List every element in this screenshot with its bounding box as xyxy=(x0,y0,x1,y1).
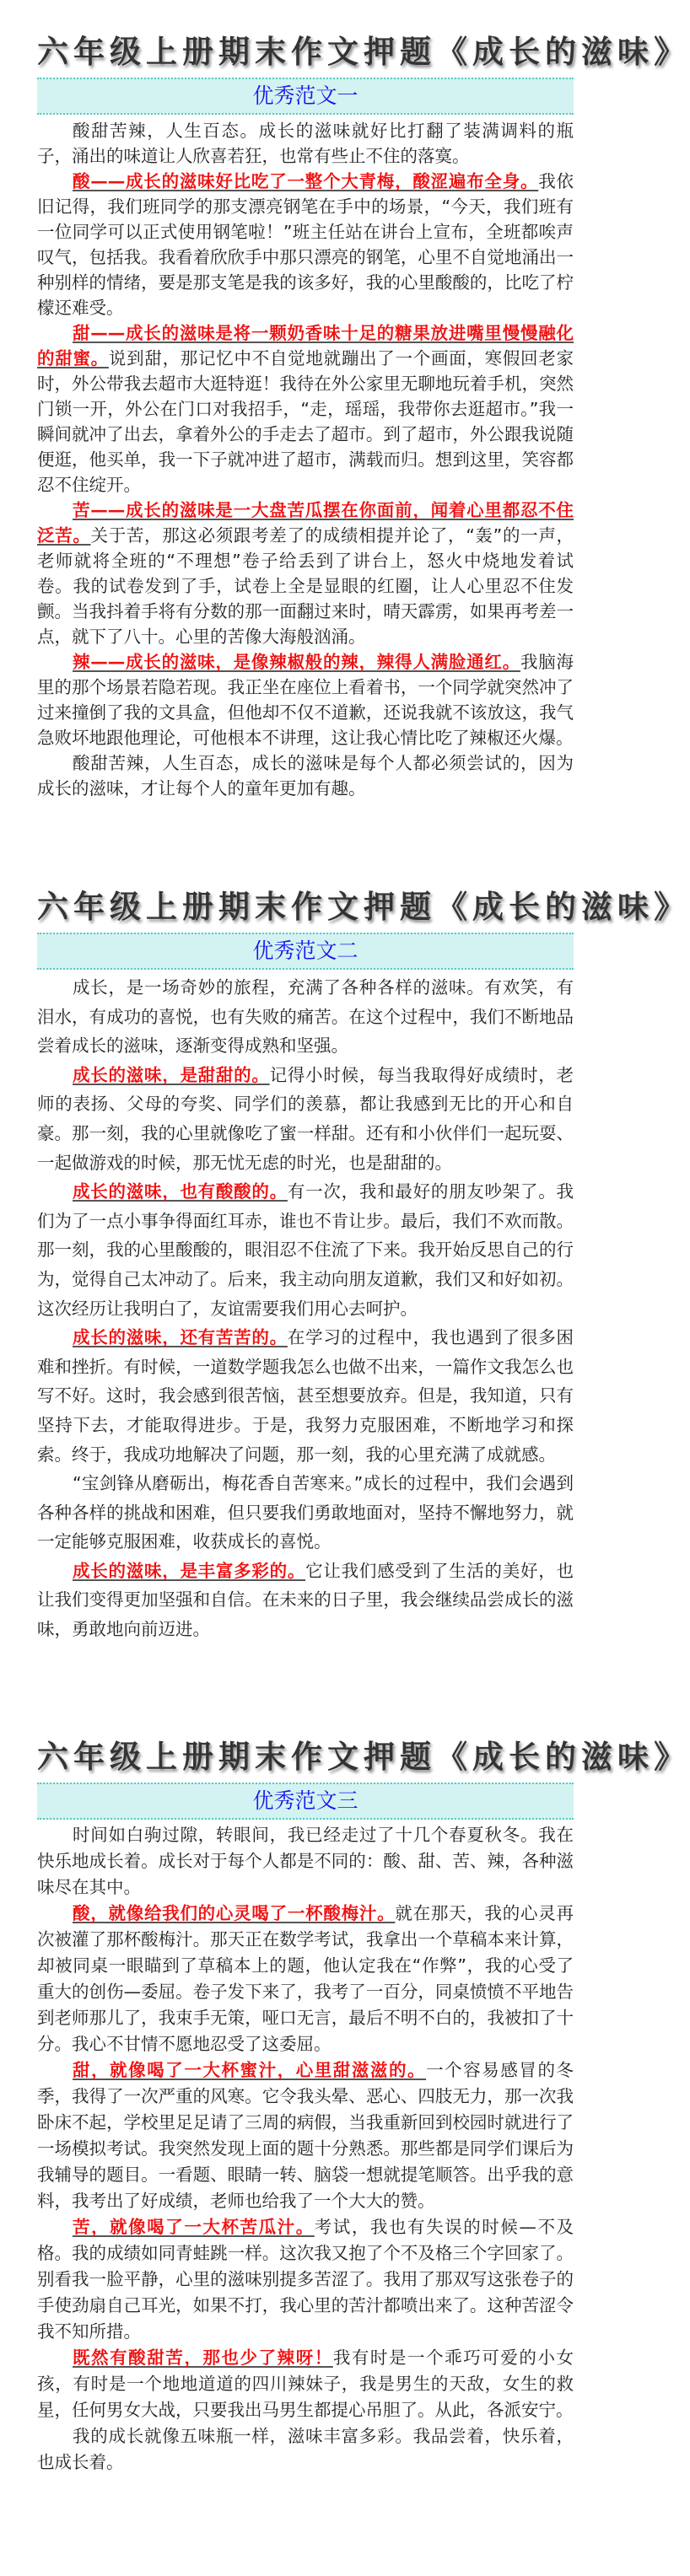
paragraph-text: 考试，我也有失误的时候—不及格。我的成绩如同青蛙跳一样。这次我又抱了个不及格三个字回家了。别看我一脸平静，心里的滋味别提多苦涩了。我用了那双写这张卷子的手使劲扇自己耳光，如果不打，我心里的苦汁都喷出来了。这种苦涩令我不知所措。 xyxy=(37,2216,574,2342)
essay-title: 六年级上册期末作文押题《成长的滋味》 xyxy=(37,1738,690,1775)
paragraph xyxy=(37,2345,574,2423)
paragraph-lead-sentence: 成长的滋味，还有苦苦的。 xyxy=(73,1327,288,1348)
paragraph-text: 在学习的过程中，我也遇到了很多困难和挫折。有时候，一道数学题我怎么也做不出来，一篇作文我怎么也写不好。这时，我会感到很苦恼，甚至想要放弃。但是，我知道，只有坚持下去，才能取得进步。于是，我努力克服困难，不断地学习和探索。终于，我成功地解决了问题，那一刻，我的心里充满了成就感。 xyxy=(37,1327,574,1465)
essay-banner: 优秀范文一 xyxy=(37,78,574,115)
paragraph-text: 时间如白驹过隙，转眼间，我已经走过了十几个春夏秋冬。我在快乐地成长着。成长对于每个人都是不同的：酸、甜、苦、辣，各种滋味尽在其中。 xyxy=(37,1824,574,1897)
essay-body xyxy=(37,1822,574,2476)
paragraph-text: 我有时是一个乖巧可爱的小女孩，有时是一个地地道道的四川辣妹子，我是男生的天敌，女生的救星，任何男女大战，只要我出马男生都提心吊胆了。从此，各派安宁。 xyxy=(37,2347,574,2420)
paragraph-lead-sentence: 成长的滋味，是甜甜的。 xyxy=(73,1064,270,1085)
paragraph-text: 就在那天，我的心灵再次被灌了那杯酸梅汁。那天正在数学考试，我拿出一个草稿本来计算，却被同桌一眼瞄到了草稿本上的题，他认定我在“作弊”，我的心受了重大的创伤—委屈。卷子发下来了，我考了一百分，同桌愤愤不平地告到老师那儿了，我束手无策，哑口无言，最后不明不白的，我被扣了十分。我心不甘情不愿地忍受了这委屈。 xyxy=(37,1902,574,2054)
paragraph-text: 记得小时候，每当我取得好成绩时，老师的表扬、父母的夸奖、同学们的羡慕，都让我感到无比的开心和自豪。那一刻，我的心里就像吃了蜜一样甜。还有和小伙伴们一起玩耍、一起做游戏的时候，那无忧无虑的时光，也是甜甜的。 xyxy=(37,1064,574,1173)
essay-section-1 xyxy=(0,0,690,801)
paragraph-lead-sentence: 甜——成长的滋味是将一颗奶香味十足的糖果放进嘴里慢慢融化的甜蜜。 xyxy=(37,323,574,368)
essay-section-2 xyxy=(0,855,690,1644)
paragraph xyxy=(37,973,574,1061)
paragraph xyxy=(37,1061,574,1177)
paragraph xyxy=(37,1557,574,1644)
paragraph-lead-sentence: 酸，就像给我们的心灵喝了一杯酸梅汁。 xyxy=(73,1902,396,1923)
paragraph xyxy=(37,320,574,497)
paragraph-lead-sentence: 苦，就像喝了一大杯苦瓜汁。 xyxy=(73,2216,315,2237)
paragraph xyxy=(37,497,574,649)
paragraph xyxy=(37,169,574,320)
paragraph-text: 一个容易感冒的冬季，我得了一次严重的风寒。它令我头晕、恶心、四肢无力，那一次我卧床不起，学校里足足请了三周的病假，当我重新回到校园时就进行了一场模拟考试。我突然发现上面的题十分熟悉。那些都是同学们课后为我辅导的题目。一看题、眼睛一转、脑袋一想就提笔顺答。出乎我的意料，我考出了好成绩，老师也给我了一个大大的赞。 xyxy=(37,2059,574,2211)
paragraph-text: 它让我们感受到了生活的美好，也让我们变得更加坚强和自信。在未来的日子里，我会继续品尝成长的滋味，勇敢地向前迈进。 xyxy=(37,1560,574,1640)
essay-body xyxy=(37,118,574,801)
paragraph-text: 我脑海里的那个场景若隐若现。我正坐在座位上看着书，一个同学就突然冲了过来撞倒了我的文具盒，但他却不仅不道歉，还说我就不该放这，我气急败坏地跟他理论，可他根本不讲理，这让我心情比吃了辣椒还火爆。 xyxy=(37,652,574,748)
paragraph xyxy=(37,2423,574,2476)
essay-section-3 xyxy=(0,1705,690,2476)
paragraph-text: “宝剑锋从磨砺出，梅花香自苦寒来。”成长的过程中，我们会遇到各种各样的挑战和困难，但只要我们勇敢地面对，坚持不懈地努力，就一定能够克服困难，收获成长的喜悦。 xyxy=(37,1473,574,1552)
paragraph-text: 我依旧记得，我们班同学的那支漂亮钢笔在手中的场景，“今天，我们班有一位同学可以正式使用钢笔啦！”班主任站在讲台上宣布，全班都唉声叹气，包括我。我看着欣欣手中那只漂亮的钢笔，心里不自觉地涌出一种别样的情绪，要是那支笔是我的该多好，我的心里酸酸的，比吃了柠檬还难受。 xyxy=(37,171,574,318)
paragraph-text: 我的成长就像五味瓶一样，滋味丰富多彩。我品尝着，快乐着，也成长着。 xyxy=(37,2425,574,2472)
paragraph-text: 关于苦，那这必须跟考差了的成绩相提并论了，“轰”的一声，老师就将全班的“不理想”卷子给丢到了讲台上，怒火中烧地发着试卷。我的试卷发到了手，试卷上全是显眼的红圈，让人心里忍不住发颤。当我抖着手将有分数的那一面翻过来时，晴天霹雳，如果再考差一点，就下了八十。心里的苦像大海般汹涌。 xyxy=(37,525,574,647)
paragraph-lead-sentence: 辣——成长的滋味，是像辣椒般的辣，辣得人满脸通红。 xyxy=(73,652,520,672)
essay-title: 六年级上册期末作文押题《成长的滋味》 xyxy=(37,34,690,70)
paragraph xyxy=(37,1822,574,1901)
essay-body xyxy=(37,973,574,1644)
paragraph xyxy=(37,1323,574,1469)
paragraph-lead-sentence: 成长的滋味，是丰富多彩的。 xyxy=(73,1560,306,1581)
essay-banner: 优秀范文二 xyxy=(37,933,574,970)
paragraph xyxy=(37,1177,574,1323)
paragraph-lead-sentence: 甜，就像喝了一大杯蜜汁，心里甜滋滋的。 xyxy=(73,2059,427,2080)
paragraph xyxy=(37,2057,574,2214)
paragraph-text: 有一次，我和最好的朋友吵架了。我们为了一点小事争得面红耳赤，谁也不肯让步。最后，我们不欢而散。那一刻，我的心里酸酸的，眼泪忍不住流了下来。我开始反思自己的行为，觉得自己太冲动了。后来，我主动向朋友道歉，我们又和好如初。这次经历让我明白了，友谊需要我们用心去呵护。 xyxy=(37,1181,574,1319)
essay-banner: 优秀范文三 xyxy=(37,1783,574,1820)
paragraph-text: 说到甜，那记忆中不自觉地就蹦出了一个画面，寒假回老家时，外公带我去超市大逛特逛！我待在外公家里无聊地玩着手机，突然门锁一开，外公在门口对我招手，“走，瑶瑶，我带你去逛超市。”我一瞬间就冲了出去，拿着外公的手走去了超市。到了超市，外公跟我说随便逛，他买单，我一下子就冲进了超市，满载而归。想到这里，笑容都忍不住绽开。 xyxy=(37,348,574,495)
essay-title: 六年级上册期末作文押题《成长的滋味》 xyxy=(37,889,690,925)
paragraph-text: 成长，是一场奇妙的旅程，充满了各种各样的滋味。有欢笑，有泪水，有成功的喜悦，也有失败的痛苦。在这个过程中，我们不断地品尝着成长的滋味，逐渐变得成熟和坚强。 xyxy=(37,977,574,1057)
paragraph-lead-sentence: 苦——成长的滋味是一大盘苦瓜摆在你面前，闻着心里都忍不住泛苦。 xyxy=(37,500,574,546)
paragraph xyxy=(37,649,574,750)
paragraph xyxy=(37,118,574,169)
paragraph-lead-sentence: 既然有酸甜苦，那也少了辣呀！ xyxy=(73,2347,333,2368)
paragraph xyxy=(37,1469,574,1557)
paragraph-text: 酸甜苦辣，人生百态。成长的滋味就好比打翻了装满调料的瓶子，涌出的味道让人欣喜若狂，也常有些止不住的落寞。 xyxy=(37,121,574,166)
paragraph-lead-sentence: 成长的滋味，也有酸酸的。 xyxy=(73,1181,288,1202)
paragraph xyxy=(37,2214,574,2345)
paragraph-lead-sentence: 酸——成长的滋味好比吃了一整个大青梅，酸涩遍布全身。 xyxy=(73,171,539,191)
paragraph-text: 酸甜苦辣，人生百态，成长的滋味是每个人都必须尝试的，因为成长的滋味，才让每个人的童年更加有趣。 xyxy=(37,753,574,799)
paragraph xyxy=(37,1901,574,2057)
paragraph xyxy=(37,750,574,801)
